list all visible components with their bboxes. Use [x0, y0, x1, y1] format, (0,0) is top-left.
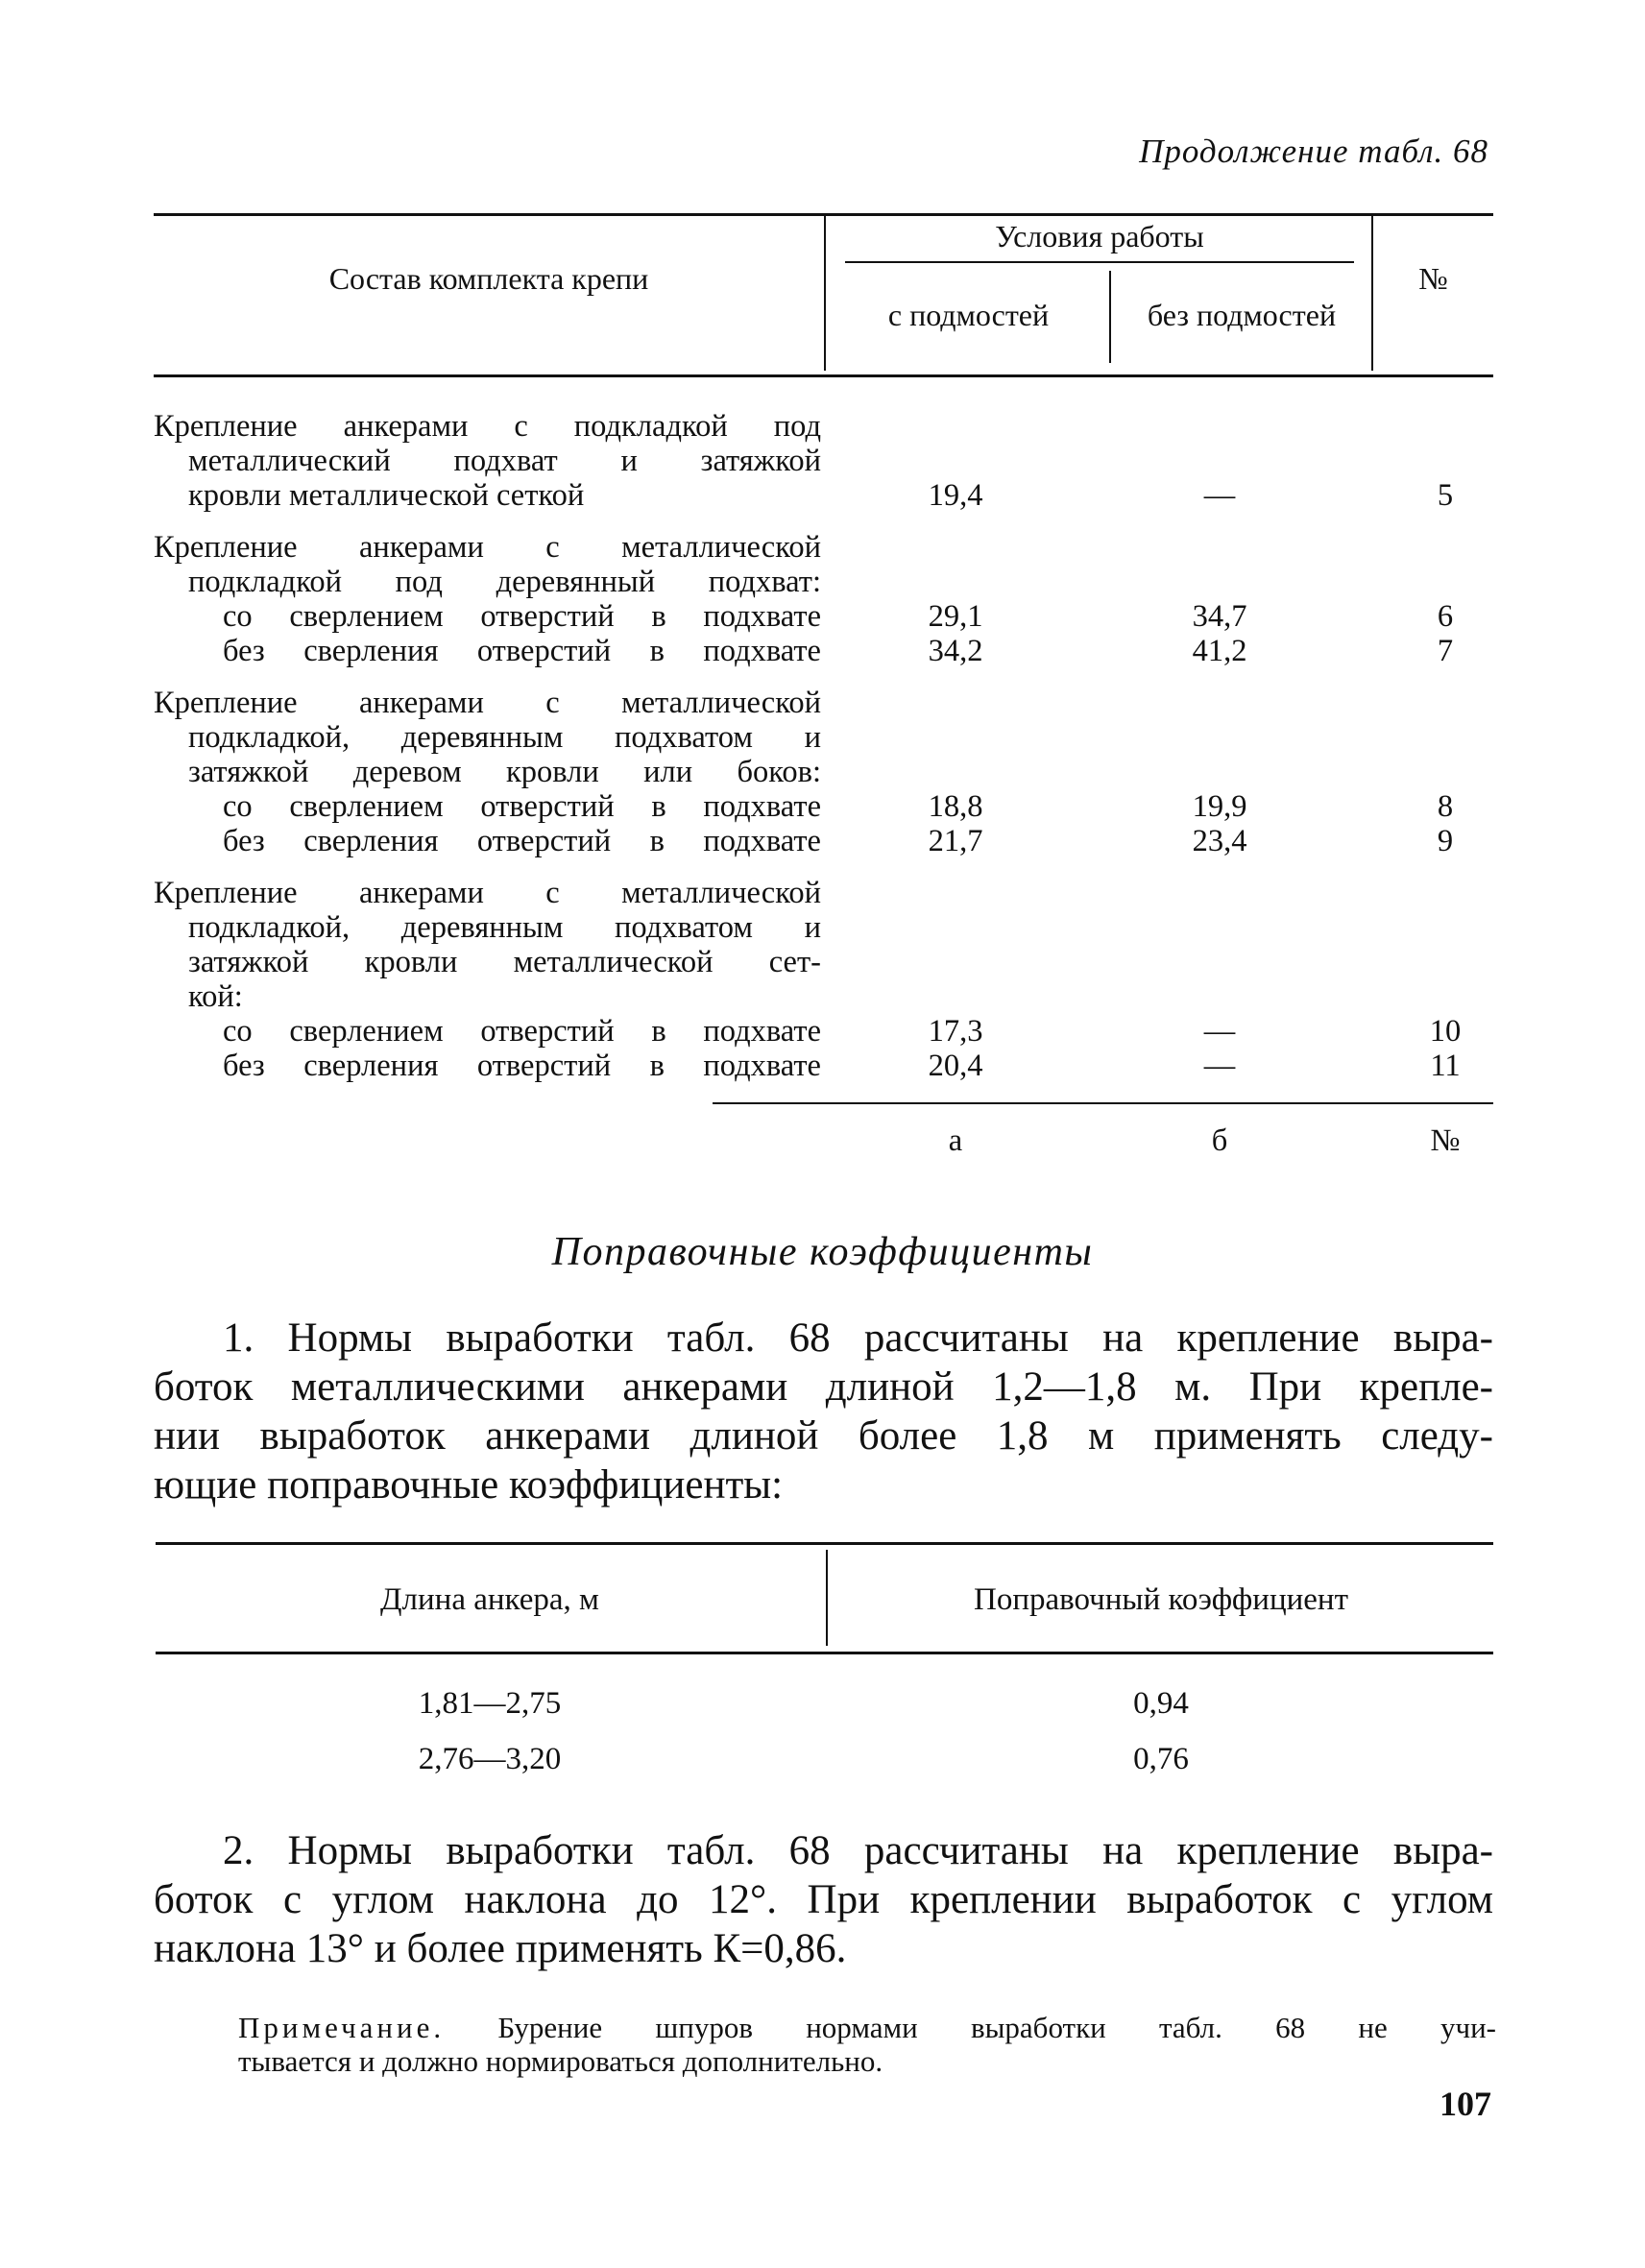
- value-b: —: [1203, 1014, 1236, 1049]
- note-text-1: Бурение шпуров нормами выработки табл. 68 не учи-: [497, 2011, 1496, 2044]
- value-no: 10: [1429, 1014, 1462, 1049]
- value-no: 7: [1437, 634, 1454, 668]
- value-b: —: [1203, 1049, 1236, 1083]
- paragraph-2-line-3: наклона 13° и более применять К=0,86.: [154, 1926, 847, 1971]
- header-without-scaffold: без подмостей: [1147, 298, 1337, 332]
- table2-top-rule: [156, 1542, 1493, 1545]
- coefficient-value: 0,76: [1133, 1742, 1189, 1776]
- group-3-line-3: затяжкой деревом кровли или боков:: [188, 755, 821, 789]
- group-2-sub-2: без сверления отверстий в подхвате: [223, 634, 821, 668]
- table2-vline: [826, 1550, 828, 1646]
- table1-vline-mid: [1109, 271, 1111, 363]
- row-group-3: [154, 686, 821, 858]
- anchor-length-value: 2,76—3,20: [418, 1742, 562, 1776]
- header-conditions: Условия работы: [995, 219, 1204, 253]
- value-b: —: [1203, 478, 1236, 513]
- group-1-line-3: кровли металлической сеткой: [188, 478, 585, 513]
- paragraph-1: [154, 1314, 1493, 1509]
- coefficient-value: 0,94: [1133, 1686, 1189, 1721]
- table-continuation-caption: Продолжение табл. 68: [1139, 133, 1488, 170]
- value-no: 5: [1437, 478, 1454, 513]
- paragraph-1-line-3: нии выработок анкерами длиной более 1,8 м применять следу-: [154, 1413, 1493, 1459]
- value-b: 23,4: [1192, 824, 1247, 858]
- value-b: 34,7: [1192, 599, 1247, 634]
- section-title: Поправочные коэффициенты: [551, 1230, 1094, 1274]
- header-anchor-length: Длина анкера, м: [380, 1582, 599, 1617]
- value-a: 20,4: [928, 1049, 983, 1083]
- value-b: 19,9: [1192, 789, 1247, 824]
- note-line-2: тывается и должно нормироваться дополнительно.: [238, 2044, 883, 2078]
- row-group-1: [154, 409, 821, 513]
- table1-conditions-rule: [845, 261, 1354, 263]
- row-group-4: [154, 876, 821, 1083]
- value-a: 29,1: [928, 599, 983, 634]
- paragraph-2-line-1: 2. Нормы выработки табл. 68 рассчитаны на крепление выра-: [223, 1828, 1493, 1873]
- value-no: 9: [1437, 824, 1454, 858]
- footer-a: а: [948, 1123, 963, 1158]
- header-composition: Состав комплекта крепи: [328, 261, 649, 296]
- value-a: 18,8: [928, 789, 983, 824]
- group-2-line-1: Крепление анкерами с металлической: [154, 530, 821, 565]
- group-2-sub-1: со сверлением отверстий в подхвате: [223, 599, 821, 634]
- value-no: 11: [1430, 1049, 1461, 1083]
- paragraph-2: [154, 1826, 1493, 1973]
- value-a: 19,4: [928, 478, 983, 513]
- row-group-2: [154, 530, 821, 668]
- group-4-sub-2: без сверления отверстий в подхвате: [223, 1049, 821, 1083]
- note-label: Примечание.: [238, 2011, 446, 2044]
- anchor-length-value: 1,81—2,75: [418, 1686, 562, 1721]
- group-1-line-1: Крепление анкерами с подкладкой под: [154, 409, 821, 444]
- paragraph-2-line-2: боток с углом наклона до 12°. При креплении выработок с углом: [154, 1877, 1493, 1922]
- paragraph-1-line-2: боток металлическими анкерами длиной 1,2—1,8 м. При крепле-: [154, 1364, 1493, 1410]
- value-a: 17,3: [928, 1014, 983, 1049]
- note-continuation: [238, 2044, 1496, 2078]
- group-4-line-4: кой:: [188, 979, 243, 1014]
- value-no: 8: [1437, 789, 1454, 824]
- footer-b: б: [1211, 1123, 1228, 1158]
- header-number: №: [1418, 261, 1448, 296]
- table2-header-bottom-rule: [156, 1652, 1493, 1654]
- footer-no: №: [1430, 1123, 1461, 1158]
- group-3-line-2: подкладкой, деревянным подхватом и: [188, 720, 821, 755]
- header-correction-coefficient: Поправочный коэффициент: [974, 1582, 1348, 1617]
- group-4-sub-1: со сверлением отверстий в подхвате: [223, 1014, 821, 1049]
- group-2-line-2: подкладкой под деревянный подхват:: [188, 565, 821, 599]
- value-b: 41,2: [1192, 634, 1247, 668]
- value-a: 34,2: [928, 634, 983, 668]
- note-line-1: [238, 2011, 1496, 2044]
- header-with-scaffold: с подмостей: [887, 298, 1050, 332]
- group-3-sub-1: со сверлением отверстий в подхвате: [223, 789, 821, 824]
- paragraph-1-line-1: 1. Нормы выработки табл. 68 рассчитаны на крепление выра-: [223, 1315, 1493, 1361]
- group-4-line-1: Крепление анкерами с металлической: [154, 876, 821, 910]
- group-3-sub-2: без сверления отверстий в подхвате: [223, 824, 821, 858]
- value-a: 21,7: [928, 824, 983, 858]
- note: [238, 2011, 1496, 2044]
- group-1-line-2: металлический подхват и затяжкой: [188, 444, 821, 478]
- group-3-line-1: Крепление анкерами с металлической: [154, 686, 821, 720]
- group-4-line-3: затяжкой кровли металлической сет-: [188, 945, 821, 979]
- table1-bottom-rule: [713, 1102, 1493, 1104]
- group-4-line-2: подкладкой, деревянным подхватом и: [188, 910, 821, 945]
- paragraph-1-line-4: ющие поправочные коэффициенты:: [154, 1462, 784, 1508]
- page-number: 107: [1439, 2085, 1491, 2123]
- table1-header-bottom-rule: [154, 374, 1493, 377]
- table1-vline-left: [824, 215, 826, 371]
- value-no: 6: [1437, 599, 1454, 634]
